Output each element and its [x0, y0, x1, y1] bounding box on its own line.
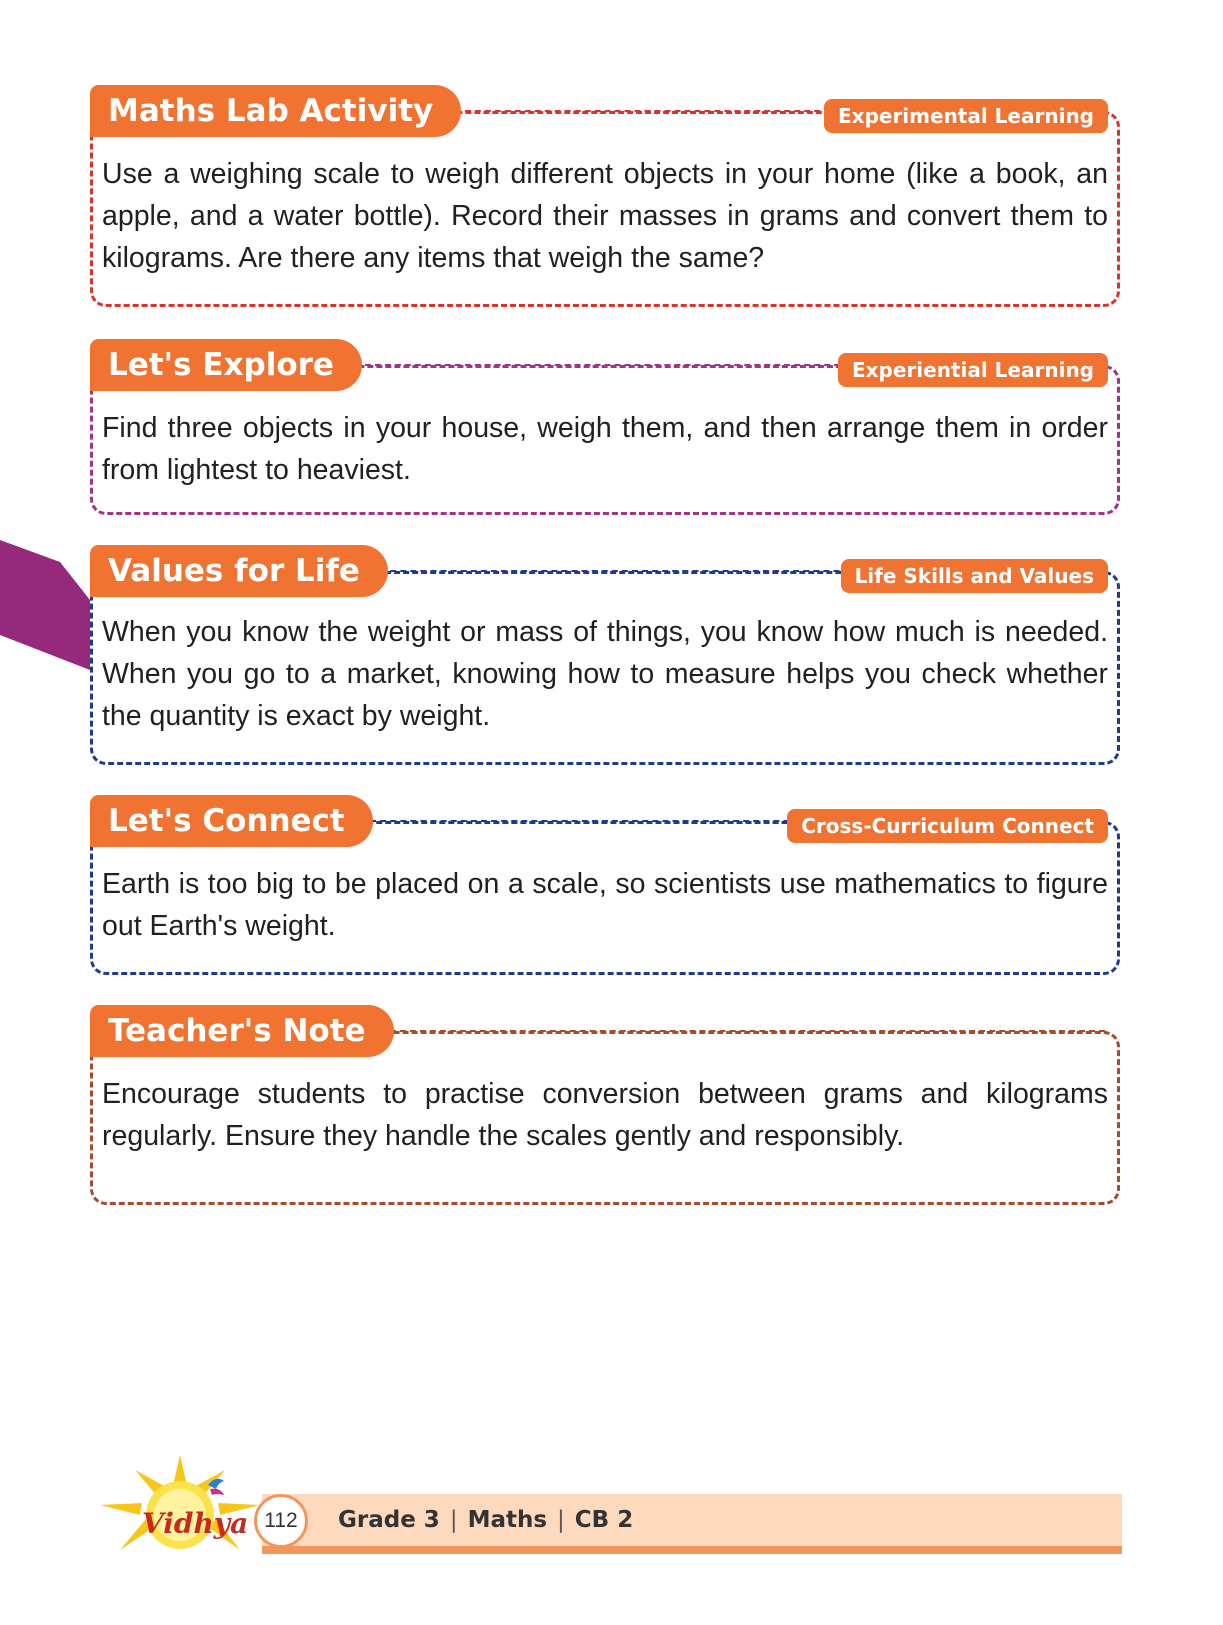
- side-tab-decoration: [0, 540, 90, 690]
- footer-grade: Grade 3: [338, 1507, 440, 1533]
- section-title: Let's Connect: [90, 795, 373, 847]
- card-connector-line: [360, 820, 860, 822]
- lets-explore-card: [90, 339, 1120, 515]
- section-text: When you know the weight or mass of things, you know how much is needed. When you go to a market, knowing how to measure helps you check whether the quantity is exact by weight.: [102, 616, 1108, 732]
- maths-lab-activity-card: [90, 85, 1120, 307]
- section-badge: Life Skills and Values: [841, 559, 1108, 593]
- page-number: 112: [254, 1494, 308, 1548]
- vidhya-logo: [90, 1455, 270, 1565]
- section-title: Let's Explore: [90, 339, 362, 391]
- teachers-note-card: [90, 1005, 1120, 1205]
- footer-info: [338, 1494, 633, 1546]
- section-text: Earth is too big to be placed on a scale, so scientists use mathematics to figure out Earth's weight.: [102, 868, 1108, 942]
- card-connector-line: [335, 364, 920, 366]
- card-connector-line: [360, 570, 920, 572]
- footer-separator: |: [557, 1507, 565, 1533]
- footer-bar-accent: [262, 1546, 1122, 1554]
- footer-book: CB 2: [574, 1507, 634, 1533]
- footer-subject: Maths: [467, 1507, 548, 1533]
- svg-text:Vidhya: Vidhya: [142, 1507, 249, 1540]
- section-text: Find three objects in your house, weigh them, and then arrange them in order from lightest to heaviest.: [102, 412, 1108, 486]
- section-badge: Cross-Curriculum Connect: [787, 809, 1108, 843]
- section-text: Encourage students to practise conversion between grams and kilograms regularly. Ensure they handle the scales gently and responsibly.: [102, 1078, 1108, 1152]
- values-for-life-card: [90, 545, 1120, 765]
- section-text: Use a weighing scale to weigh different objects in your home (like a book, an apple, and a water bottle). Record their masses in grams and convert them to kilograms. Are there any items that weigh the same?: [102, 158, 1108, 274]
- card-connector-line: [370, 1030, 1105, 1032]
- section-title: Teacher's Note: [90, 1005, 394, 1057]
- section-badge: Experiential Learning: [838, 353, 1108, 387]
- section-title: Maths Lab Activity: [90, 85, 461, 137]
- lets-connect-card: [90, 795, 1120, 975]
- section-badge: Experimental Learning: [824, 99, 1108, 133]
- section-title: Values for Life: [90, 545, 388, 597]
- footer-separator: |: [449, 1507, 458, 1533]
